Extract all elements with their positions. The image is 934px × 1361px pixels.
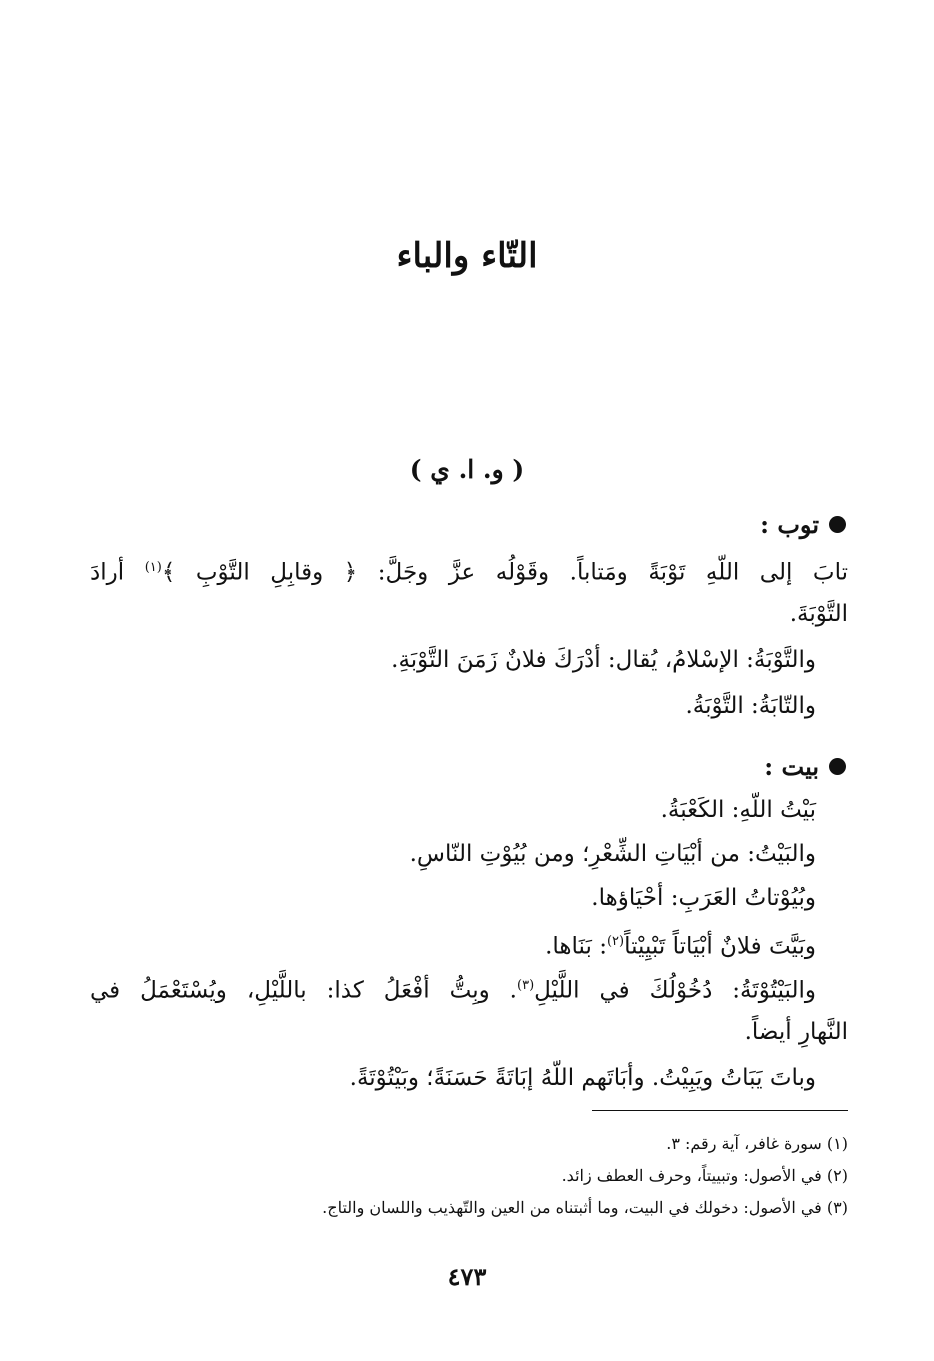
entry-line: والتّابَةُ: التَّوْبَةُ. bbox=[685, 693, 816, 719]
bullet-icon bbox=[829, 758, 846, 775]
entry-heading-label: توب : bbox=[760, 510, 819, 539]
entry-heading-bayt bbox=[764, 752, 846, 781]
text-run: . وبِتُّ أفْعَلُ كذا: باللَّيْلِ، ويُسْتَعْمَلُ في bbox=[90, 977, 517, 1004]
text-run: : بَنَاها. bbox=[545, 933, 607, 960]
page-title: التّاء والباء bbox=[396, 236, 538, 276]
text-run: وبَيَّتَ فلانٌ أبْيَاتاً تَبْيِيْتاً bbox=[624, 933, 816, 960]
footnote-ref: (١) bbox=[144, 560, 162, 575]
entry-line: التَّوْبَةَ. bbox=[789, 601, 848, 627]
text-run: أرادَ bbox=[90, 559, 145, 586]
footnote: (١) سورة غافر، آية رقم: ٣. bbox=[666, 1134, 848, 1153]
entry-heading-tawb bbox=[760, 510, 846, 539]
footnote-ref: (٣) bbox=[517, 978, 535, 993]
entry-line: والبَيْتُ: من أبْيَاتِ الشِّعْرِ؛ ومن بُيُوْتِ النّاسِ. bbox=[409, 841, 816, 867]
text-run: تابَ إلى اللّهِ تَوْبَةً ومَتاباً. وقَوْلُه عزَّ وجَلَّ: ﴿ وقابِلِ التَّوْبِ ﴾ bbox=[161, 559, 848, 586]
entry-line: وبُيُوْتاتُ العَرَبِ: أحْيَاؤها. bbox=[591, 885, 816, 911]
entry-line: والتَّوْبَةُ: الإسْلامُ، يُقال: أدْرَكَ فلانٌ زَمَنَ التَّوْبَةِ. bbox=[391, 647, 816, 673]
entry-line: بَيْتُ اللّهِ: الكَعْبَةُ. bbox=[660, 797, 816, 823]
bullet-icon bbox=[829, 516, 846, 533]
text-run: والبَيْتُوْتَةُ: دُخُوْلُكَ في اللَّيْلِ bbox=[534, 977, 816, 1004]
footnote-separator bbox=[592, 1110, 848, 1111]
entry-heading-label: بيت : bbox=[764, 752, 819, 781]
entry-line: وباتَ يَبَاتُ ويَبِيْتُ. وأبَاتَهم اللّهُ إبَاتَةً حَسَنَةً؛ وبَيْتُوْتَةً. bbox=[349, 1065, 816, 1091]
entry-line bbox=[90, 548, 848, 593]
entry-line bbox=[90, 966, 816, 1011]
footnote: (٢) في الأصول: وتبييتاً، وحرف العطف زائد. bbox=[561, 1166, 848, 1185]
section-heading: ( و. ا. ي ) bbox=[409, 455, 525, 484]
page-number: ٤٧٣ bbox=[447, 1262, 487, 1291]
entry-line: النَّهارِ أيضاً. bbox=[744, 1019, 848, 1045]
footnote: (٣) في الأصول: دخولك في البيت، وما أثبتناه من العين والتّهذيب واللسان والتاج. bbox=[322, 1198, 848, 1217]
footnote-ref: (٢) bbox=[606, 934, 625, 949]
entry-line bbox=[545, 922, 816, 967]
